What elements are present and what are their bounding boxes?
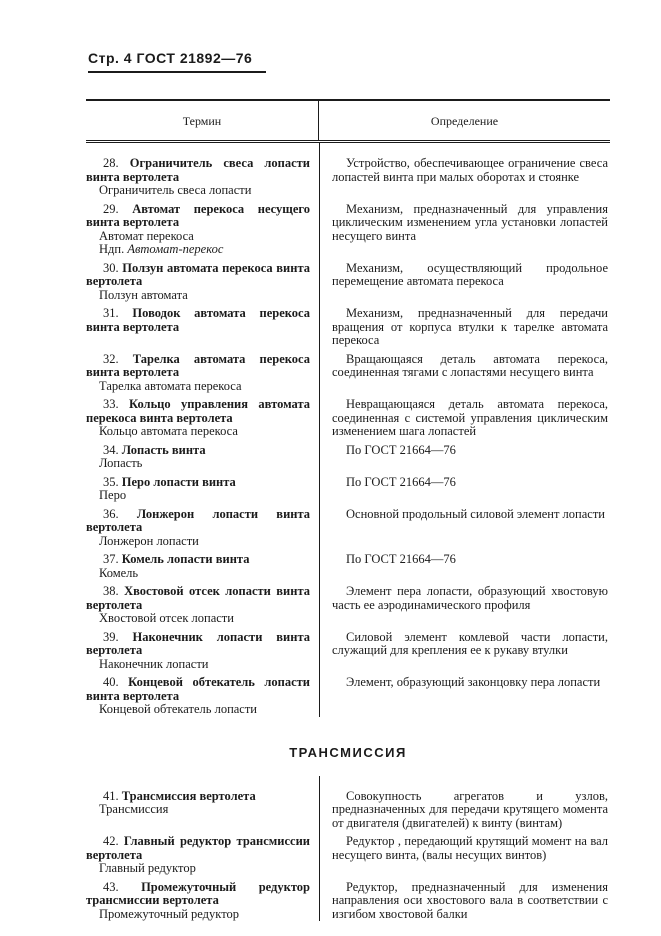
definition-text: Элемент, образующий законцовку пера лопасти: [346, 675, 601, 689]
term-title: Перо лопасти винта: [121, 474, 236, 489]
page-header-text: Стр. 4 ГОСТ 21892—76: [88, 50, 266, 73]
term-cell: [86, 203, 319, 257]
definition-text: Механизм, предназначенный для управления циклическим изменением угла установки лопастей несущего винта: [332, 201, 608, 243]
term-title: Автомат перекоса несущего винта вертолета: [86, 201, 310, 229]
term-synonym: Промежуточный редуктор: [99, 906, 239, 921]
table-section: [86, 143, 610, 717]
section-rows-container: [86, 776, 610, 922]
term-entry: [86, 508, 310, 535]
term-synonym: Ползун автомата: [99, 287, 188, 302]
table-row: [86, 835, 610, 876]
term-title: Тарелка автомата перекоса винта вертолета: [86, 351, 311, 379]
term-cell: [86, 631, 319, 672]
table-row: [86, 476, 610, 503]
term-synonym: Автомат перекоса: [99, 228, 194, 243]
section-heading: ТРАНСМИССИЯ: [289, 744, 407, 760]
definition-text: Механизм, предназначенный для передачи вращения от корпуса втулки к тарелке автомата перекоса: [332, 306, 608, 347]
definition-cell: [319, 398, 610, 439]
definition-cell: [319, 585, 610, 626]
term-title: Кольцо управления автомата перекоса винта вертолета: [86, 397, 310, 425]
term-number: 28.: [103, 156, 119, 170]
definition-cell: [319, 553, 610, 580]
column-divider: [319, 776, 320, 922]
term-number: 38.: [103, 584, 119, 598]
term-title: Концевой обтекатель лопасти винта вертолета: [86, 675, 311, 703]
term-inadmissible-synonym: Ндп. Автомат-перекос: [99, 242, 224, 256]
term-entry: [86, 881, 310, 908]
term-number: 43.: [103, 879, 119, 894]
term-entry: [86, 444, 310, 458]
term-synonym: Концевой обтекатель лопасти: [99, 702, 258, 716]
definition-text: По ГОСТ 21664—76: [346, 552, 456, 566]
definition-cell: [319, 508, 610, 549]
term-synonym: Главный редуктор: [99, 861, 196, 875]
term-entry: [86, 353, 310, 380]
table-row: [86, 444, 610, 471]
table-row: [86, 203, 610, 257]
column-divider: [319, 143, 320, 717]
term-title: Ограничитель свеса лопасти винта вертолета: [86, 156, 311, 184]
term-cell: [86, 585, 319, 626]
term-cell: [86, 881, 319, 922]
term-entry: [86, 676, 310, 703]
column-header-term: Термин: [86, 101, 319, 140]
term-cell: [86, 476, 319, 503]
term-title: Лопасть винта: [121, 442, 206, 457]
definition-cell: [319, 835, 610, 876]
definition-text: Устройство, обеспечивающее ограничение свеса лопастей винта при малых оборотах и стоянке: [332, 156, 608, 184]
term-synonym: Комель: [99, 565, 139, 580]
term-title: Поводок автомата перекоса винта вертолета: [86, 306, 311, 334]
term-entry: [86, 307, 310, 334]
term-synonym: Перо: [99, 488, 127, 502]
term-synonym: Наконечник лопасти: [99, 656, 209, 671]
term-cell: [86, 790, 319, 831]
term-number: 37.: [103, 552, 119, 566]
term-entry: [86, 476, 310, 490]
table-row: [86, 553, 610, 580]
definition-cell: [319, 307, 610, 348]
table-row: [86, 508, 610, 549]
table-row: [86, 585, 610, 626]
table-row: [86, 676, 610, 717]
term-entry: [86, 790, 310, 804]
table-header-row: [86, 99, 610, 143]
section-rows-container: [86, 143, 610, 717]
table-row: [86, 353, 610, 394]
term-number: 32.: [103, 351, 119, 366]
term-entry: [86, 585, 310, 612]
page-header: [88, 50, 661, 73]
table-section: [86, 745, 610, 922]
term-synonym: Хвостовой отсек лопасти: [99, 611, 234, 625]
definition-text: Редуктор , передающий крутящий момент на вал несущего винта, (валы несущих винтов): [332, 834, 608, 862]
term-entry: [86, 631, 310, 658]
term-cell: [86, 157, 319, 198]
definition-text: Силовой элемент комлевой части лопасти, служащий для крепления ее к рукаву втулки: [332, 629, 608, 657]
column-header-definition: Определение: [430, 114, 499, 128]
term-number: 42.: [103, 834, 119, 848]
term-title: Главный редуктор трансмиссии вертолета: [86, 834, 310, 862]
table-row: [86, 790, 610, 831]
term-cell: [86, 262, 319, 303]
term-entry: [86, 203, 310, 230]
term-number: 36.: [103, 506, 119, 521]
term-entry: [86, 553, 310, 567]
term-synonym: Лопасть: [99, 456, 143, 470]
definition-text: По ГОСТ 21664—76: [346, 442, 456, 457]
table-body: [86, 143, 610, 921]
term-cell: [86, 508, 319, 549]
definition-text: Элемент пера лопасти, образующий хвостовую часть ее аэродинамического профиля: [332, 584, 608, 612]
term-title: Наконечник лопасти винта вертолета: [86, 629, 310, 657]
definition-cell: [319, 444, 610, 471]
term-cell: [86, 353, 319, 394]
table-row: [86, 262, 610, 303]
term-cell: [86, 553, 319, 580]
table-row: [86, 157, 610, 198]
term-number: 31.: [103, 306, 119, 320]
definition-cell: [319, 203, 610, 257]
definition-text: Основной продольный силовой элемент лопасти: [346, 506, 605, 521]
term-title: Хвостовой отсек лопасти винта вертолета: [86, 584, 311, 612]
definition-text: Механизм, осуществляющий продольное перемещение автомата перекоса: [332, 260, 608, 288]
table-row: [86, 881, 610, 922]
term-title: Комель лопасти винта: [121, 552, 250, 566]
table-row: [86, 631, 610, 672]
term-cell: [86, 398, 319, 439]
definition-text: Невращающаяся деталь автомата перекоса, соединенная с системой управления циклическим изменением шага лопастей: [332, 397, 608, 438]
definition-cell: [319, 476, 610, 503]
table-row: [86, 307, 610, 348]
term-title: Лонжерон лопасти винта вертолета: [86, 506, 311, 534]
definition-text: Совокупность агрегатов и узлов, предназначенных для передачи крутящего момента от двигателя (двигателей) к винту (винтам): [332, 788, 608, 830]
term-title: Трансмиссия вертолета: [121, 788, 256, 803]
term-number: 41.: [103, 788, 119, 803]
definition-cell: [319, 262, 610, 303]
term-title: Ползун автомата перекоса винта вертолета: [86, 260, 311, 288]
term-title: Промежуточный редуктор трансмиссии вертолета: [86, 879, 310, 907]
ndp-label: Ндп.: [99, 242, 128, 256]
term-synonym: Ограничитель свеса лопасти: [99, 183, 252, 197]
term-synonym: Тарелка автомата перекоса: [99, 378, 242, 393]
term-number: 33.: [103, 397, 119, 411]
definition-text: Редуктор, предназначенный для изменения направления оси хвостового вала в соответствии с изгибом хвостовой балки: [332, 879, 608, 921]
term-cell: [86, 676, 319, 717]
definition-text: Вращающаяся деталь автомата перекоса, соединенная тягами с лопастями несущего винта: [332, 351, 608, 379]
definition-cell: [319, 353, 610, 394]
definition-cell: [319, 157, 610, 198]
term-entry: [86, 835, 310, 862]
term-cell: [86, 835, 319, 876]
definition-cell: [319, 881, 610, 922]
term-cell: [86, 444, 319, 471]
term-cell: [86, 307, 319, 348]
definition-cell: [319, 676, 610, 717]
term-number: 30.: [103, 260, 119, 275]
term-number: 40.: [103, 675, 119, 689]
definition-cell: [319, 790, 610, 831]
table-row: [86, 398, 610, 439]
term-number: 35.: [103, 474, 119, 489]
terms-table: [86, 99, 610, 921]
term-entry: [86, 398, 310, 425]
term-entry: [86, 157, 310, 184]
term-number: 39.: [103, 629, 119, 644]
term-synonym: Кольцо автомата перекоса: [99, 424, 238, 438]
term-number: 34.: [103, 442, 119, 457]
definition-cell: [319, 631, 610, 672]
term-synonym: Лонжерон лопасти: [99, 533, 199, 548]
definition-text: По ГОСТ 21664—76: [346, 474, 456, 489]
term-synonym: Трансмиссия: [99, 802, 169, 816]
term-number: 29.: [103, 201, 119, 216]
term-entry: [86, 262, 310, 289]
